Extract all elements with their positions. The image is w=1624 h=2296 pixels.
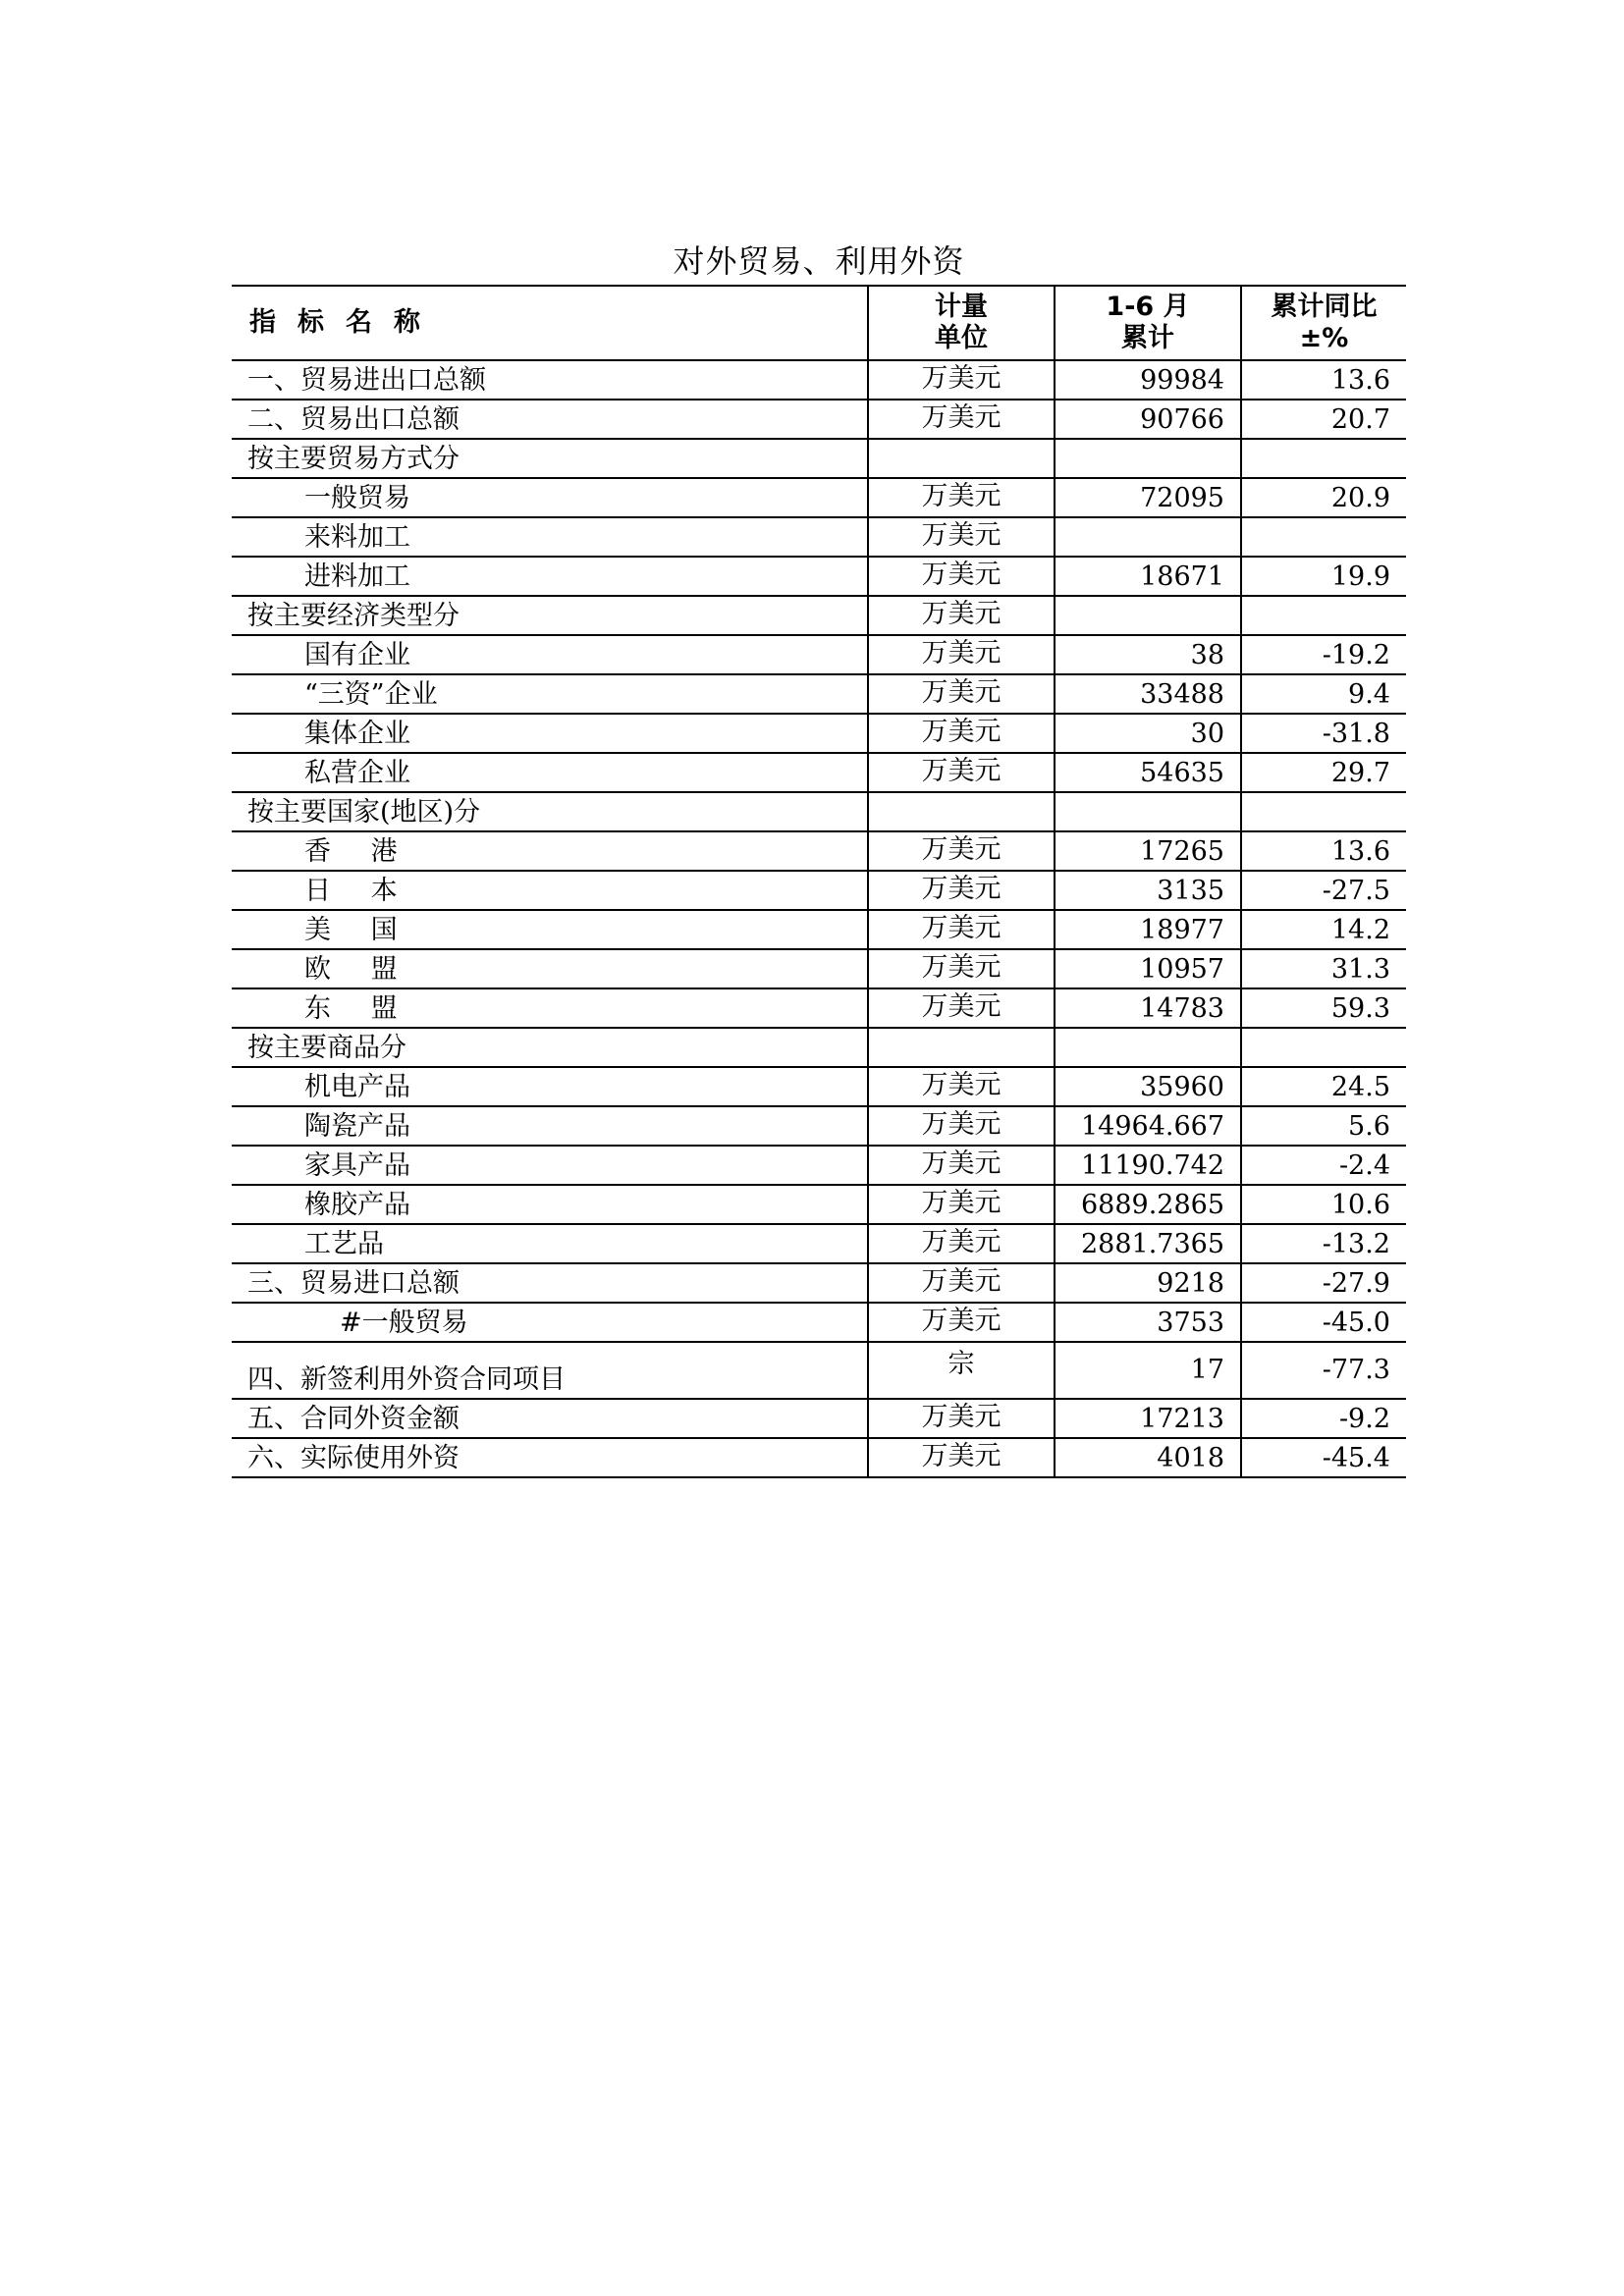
table-row [232,439,1406,478]
row-name: 日 本 [232,871,868,910]
row-unit: 万美元 [868,949,1055,988]
trade-investment-table [232,285,1406,1478]
row-name: 国有企业 [232,635,868,674]
row-yoy: -2.4 [1241,1146,1406,1185]
row-yoy: 20.9 [1241,478,1406,517]
table-row [232,792,1406,831]
table-row [232,831,1406,871]
row-yoy: 19.9 [1241,557,1406,596]
row-value: 72095 [1055,478,1241,517]
row-unit: 万美元 [868,1067,1055,1106]
table-row [232,557,1406,596]
row-unit [868,1028,1055,1067]
table-row [232,714,1406,753]
row-name: 按主要国家(地区)分 [232,792,868,831]
row-yoy: 9.4 [1241,674,1406,714]
table-row [232,1342,1406,1399]
row-unit: 万美元 [868,517,1055,557]
row-name: 美 国 [232,910,868,949]
row-value [1055,792,1241,831]
table-row [232,360,1406,400]
row-yoy: 13.6 [1241,360,1406,400]
table-row [232,1106,1406,1146]
row-name: 陶瓷产品 [232,1106,868,1146]
row-name: 香 港 [232,831,868,871]
page-title: 对外贸易、利用外资 [673,242,965,280]
row-value: 30 [1055,714,1241,753]
row-name: 来料加工 [232,517,868,557]
header-unit-line2: 单位 [935,323,988,353]
table-row [232,1438,1406,1477]
row-unit: 万美元 [868,1224,1055,1263]
row-unit: 万美元 [868,360,1055,400]
table-row [232,478,1406,517]
row-value: 17213 [1055,1399,1241,1438]
row-unit: 万美元 [868,674,1055,714]
row-name: 按主要经济类型分 [232,596,868,635]
row-yoy [1241,792,1406,831]
row-unit: 万美元 [868,1106,1055,1146]
row-unit: 万美元 [868,1303,1055,1342]
row-yoy: 24.5 [1241,1067,1406,1106]
row-name: 工艺品 [232,1224,868,1263]
row-yoy [1241,439,1406,478]
row-value: 35960 [1055,1067,1241,1106]
table-row [232,400,1406,439]
row-value [1055,439,1241,478]
row-value: 11190.742 [1055,1146,1241,1185]
row-name: 按主要商品分 [232,1028,868,1067]
row-name: 东 盟 [232,988,868,1028]
row-unit: 万美元 [868,635,1055,674]
table-header-row [232,286,1406,360]
row-yoy: 14.2 [1241,910,1406,949]
row-value: 9218 [1055,1263,1241,1303]
row-value: 33488 [1055,674,1241,714]
row-name: 四、新签利用外资合同项目 [232,1342,868,1399]
table-row [232,1028,1406,1067]
row-name: 机电产品 [232,1067,868,1106]
row-name: 集体企业 [232,714,868,753]
row-value: 14964.667 [1055,1106,1241,1146]
row-value [1055,517,1241,557]
row-name: 私营企业 [232,753,868,792]
table-row [232,753,1406,792]
row-name: 进料加工 [232,557,868,596]
row-unit: 万美元 [868,557,1055,596]
table-row [232,1399,1406,1438]
table-row [232,1224,1406,1263]
row-unit: 万美元 [868,910,1055,949]
table-row [232,596,1406,635]
row-unit: 万美元 [868,831,1055,871]
row-name: 按主要贸易方式分 [232,439,868,478]
row-value: 3135 [1055,871,1241,910]
table-row [232,910,1406,949]
row-value: 54635 [1055,753,1241,792]
row-name: #一般贸易 [232,1303,868,1342]
header-yoy [1241,286,1406,360]
row-unit: 万美元 [868,714,1055,753]
row-yoy: 13.6 [1241,831,1406,871]
row-yoy: 29.7 [1241,753,1406,792]
row-name: 欧 盟 [232,949,868,988]
row-yoy: 10.6 [1241,1185,1406,1224]
row-unit [868,439,1055,478]
row-unit: 万美元 [868,400,1055,439]
row-value: 2881.7365 [1055,1224,1241,1263]
table-row [232,949,1406,988]
row-unit: 万美元 [868,1146,1055,1185]
table-row [232,1185,1406,1224]
header-indicator-name: 指标名称 [232,286,868,360]
table-row [232,871,1406,910]
row-value: 99984 [1055,360,1241,400]
row-value: 18671 [1055,557,1241,596]
row-value: 18977 [1055,910,1241,949]
row-value [1055,596,1241,635]
row-unit [868,792,1055,831]
row-value [1055,1028,1241,1067]
row-yoy: -19.2 [1241,635,1406,674]
row-yoy: -77.3 [1241,1342,1406,1399]
table-row [232,1067,1406,1106]
table-row [232,1263,1406,1303]
row-yoy: -13.2 [1241,1224,1406,1263]
header-value-line1: 1-6 月 [1106,292,1190,322]
table-row [232,674,1406,714]
table-row [232,517,1406,557]
row-name: “三资”企业 [232,674,868,714]
row-name: 六、实际使用外资 [232,1438,868,1477]
row-name: 橡胶产品 [232,1185,868,1224]
row-unit: 万美元 [868,1185,1055,1224]
row-value: 3753 [1055,1303,1241,1342]
table-row [232,635,1406,674]
row-yoy: 5.6 [1241,1106,1406,1146]
row-name: 一、贸易进出口总额 [232,360,868,400]
row-value: 6889.2865 [1055,1185,1241,1224]
header-yoy-line1: 累计同比 [1271,292,1378,322]
table-row [232,988,1406,1028]
row-value: 14783 [1055,988,1241,1028]
row-unit: 万美元 [868,753,1055,792]
row-value: 38 [1055,635,1241,674]
header-unit [868,286,1055,360]
row-yoy: 31.3 [1241,949,1406,988]
header-value [1055,286,1241,360]
table-row [232,1303,1406,1342]
row-yoy: -27.9 [1241,1263,1406,1303]
row-yoy [1241,517,1406,557]
row-yoy: 20.7 [1241,400,1406,439]
row-yoy [1241,1028,1406,1067]
table-row [232,1146,1406,1185]
row-unit: 万美元 [868,1438,1055,1477]
row-name: 一般贸易 [232,478,868,517]
row-value: 10957 [1055,949,1241,988]
row-unit: 万美元 [868,1399,1055,1438]
header-unit-line1: 计量 [935,292,988,322]
row-yoy: -45.4 [1241,1438,1406,1477]
row-yoy [1241,596,1406,635]
row-yoy: -45.0 [1241,1303,1406,1342]
header-yoy-line2: ±% [1299,323,1349,353]
row-unit: 万美元 [868,871,1055,910]
row-unit: 万美元 [868,988,1055,1028]
row-value: 17 [1055,1342,1241,1399]
row-value: 90766 [1055,400,1241,439]
row-unit: 宗 [868,1342,1055,1399]
row-unit: 万美元 [868,1263,1055,1303]
row-yoy: -27.5 [1241,871,1406,910]
row-value: 17265 [1055,831,1241,871]
row-value: 4018 [1055,1438,1241,1477]
row-name: 五、合同外资金额 [232,1399,868,1438]
row-yoy: 59.3 [1241,988,1406,1028]
row-yoy: -31.8 [1241,714,1406,753]
row-yoy: -9.2 [1241,1399,1406,1438]
row-name: 家具产品 [232,1146,868,1185]
row-name: 二、贸易出口总额 [232,400,868,439]
row-name: 三、贸易进口总额 [232,1263,868,1303]
row-unit: 万美元 [868,596,1055,635]
header-value-line2: 累计 [1121,323,1174,353]
row-unit: 万美元 [868,478,1055,517]
